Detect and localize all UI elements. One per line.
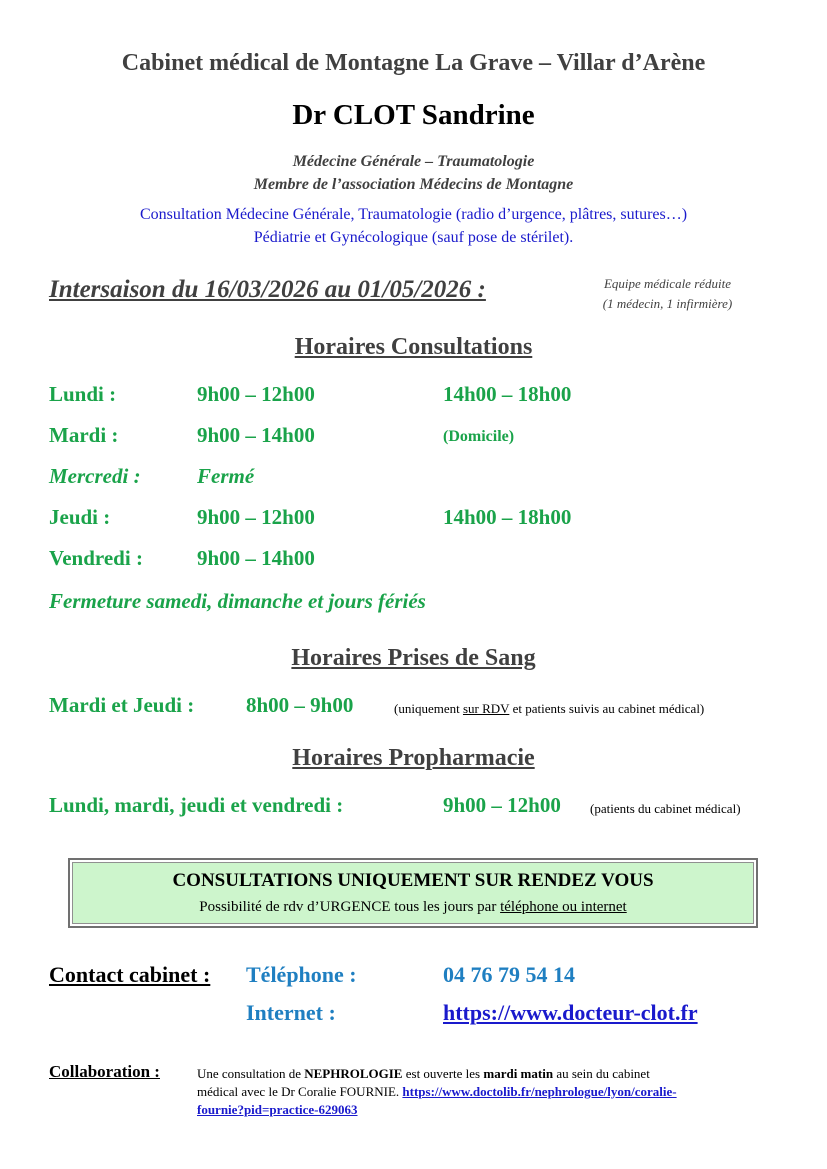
notice-text-link[interactable]: téléphone ou internet <box>500 899 627 915</box>
consultations-heading: Horaires Consultations <box>294 334 533 360</box>
team-note-line-2: (1 médecin, 1 infirmière) <box>602 296 733 311</box>
collab-specialty: NEPHROLOGIE <box>304 1066 403 1081</box>
blood-time: 8h00 – 9h00 <box>246 693 354 717</box>
website-link[interactable]: https://www.docteur-clot.fr <box>443 1000 698 1025</box>
collab-day: mardi matin <box>483 1066 554 1081</box>
closed-label: Fermé <box>197 464 255 488</box>
collaboration-label: Collaboration : <box>49 1062 160 1081</box>
afternoon-slot: 14h00 – 18h00 <box>443 382 572 406</box>
blood-heading: Horaires Prises de Sang <box>291 645 536 671</box>
afternoon-slot: 14h00 – 18h00 <box>443 505 572 529</box>
phone-label: Téléphone : <box>246 962 357 987</box>
contact-label: Contact cabinet : <box>49 962 211 987</box>
phone-number[interactable]: 04 76 79 54 14 <box>443 962 575 987</box>
blood-note <box>394 701 704 717</box>
collab-text: au sein du cabinet <box>556 1066 650 1081</box>
collab-text: Une consultation de <box>197 1066 301 1081</box>
doctolib-link[interactable]: https://www.doctolib.fr/nephrologue/lyon/coralie- <box>402 1084 677 1099</box>
day-label: Lundi : <box>49 382 117 406</box>
services-line-2: Pédiatrie et Gynécologique (sauf pose de stérilet). <box>253 229 574 246</box>
collaboration-line-1 <box>197 1065 650 1083</box>
season-title: Intersaison du 16/03/2026 au 01/05/2026 : <box>49 276 486 303</box>
collab-text: est ouverte les <box>405 1066 481 1081</box>
services-line-1: Consultation Médecine Générale, Traumatologie (radio d’urgence, plâtres, sutures…) <box>139 206 688 223</box>
day-label: Mardi : <box>49 423 119 447</box>
pharmacy-days: Lundi, mardi, jeudi et vendredi : <box>49 793 344 817</box>
weekend-closure: Fermeture samedi, dimanche et jours fériés <box>49 589 426 613</box>
morning-slot: 9h00 – 12h00 <box>197 505 315 529</box>
day-label: Jeudi : <box>49 505 111 529</box>
specialty: Médecine Générale – Traumatologie <box>292 153 535 170</box>
blood-days: Mardi et Jeudi : <box>49 693 195 717</box>
doctor-name: Dr CLOT Sandrine <box>292 99 535 131</box>
collaboration-line-2 <box>197 1083 677 1101</box>
doctolib-link-continued[interactable]: fournie?pid=practice-629063 <box>197 1102 358 1117</box>
pharmacy-note: (patients du cabinet médical) <box>590 801 741 816</box>
blood-note-before: (uniquement <box>394 701 460 716</box>
blood-note-rdv: sur RDV <box>462 701 510 716</box>
cabinet-title: Cabinet médical de Montagne La Grave – Villar d’Arène <box>121 50 706 76</box>
morning-slot: 9h00 – 14h00 <box>197 423 315 447</box>
home-visit-note: (Domicile) <box>443 428 515 445</box>
appointment-notice-text <box>70 899 756 916</box>
pharmacy-time: 9h00 – 12h00 <box>443 793 561 817</box>
team-note-line-1: Equipe médicale réduite <box>603 276 732 291</box>
collab-text: médical avec le Dr Coralie FOURNIE. <box>197 1084 400 1099</box>
notice-text-before: Possibilité de rdv d’URGENCE tous les jours par <box>199 899 497 915</box>
membership: Membre de l’association Médecins de Montagne <box>253 176 574 193</box>
day-label: Vendredi : <box>49 546 143 570</box>
morning-slot: 9h00 – 14h00 <box>197 546 315 570</box>
internet-label: Internet : <box>246 1000 336 1025</box>
day-label: Mercredi : <box>49 464 141 488</box>
pharmacy-heading: Horaires Propharmacie <box>292 745 535 771</box>
appointment-notice-title: CONSULTATIONS UNIQUEMENT SUR RENDEZ VOUS <box>172 870 654 891</box>
morning-slot: 9h00 – 12h00 <box>197 382 315 406</box>
blood-note-after: et patients suivis au cabinet médical) <box>512 701 705 716</box>
appointment-notice-box <box>68 858 758 928</box>
